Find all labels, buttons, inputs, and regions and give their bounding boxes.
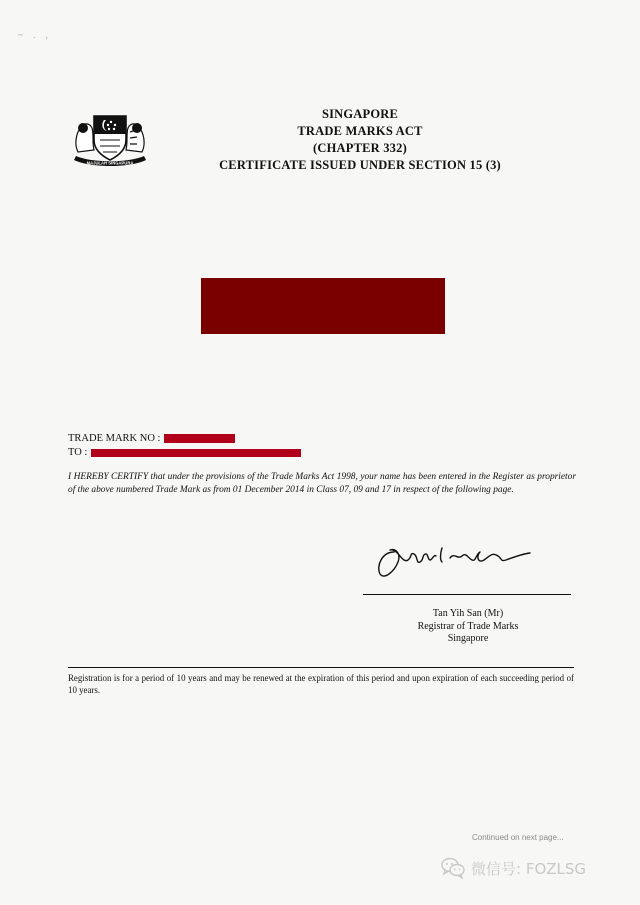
signature-line (363, 594, 571, 595)
singapore-crest-icon (70, 106, 150, 170)
recipient-redaction (91, 449, 301, 457)
watermark-text: 微信号: FOZLSG (471, 859, 587, 878)
stray-marks: ~ . , (18, 30, 52, 40)
registrar-signature (372, 530, 572, 582)
signatory-block (363, 608, 573, 646)
signatory-country: Singapore (447, 633, 489, 644)
wechat-watermark (441, 856, 586, 880)
registration-note: Registration is for a period of 10 years and may be renewed at the expiration of this period and upon expiration of each succeeding period of 10 years. (68, 673, 574, 695)
continued-note: Continued on next page... (472, 833, 564, 842)
trade-mark-number-redaction (164, 434, 235, 443)
header-country: SINGAPORE (321, 107, 399, 121)
recipient-line (68, 447, 301, 458)
redaction-block (201, 278, 445, 334)
signatory-title: Registrar of Trade Marks (417, 620, 519, 632)
header-chapter: (CHAPTER 332) (313, 141, 407, 155)
recipient-label: TO : (68, 447, 88, 458)
trade-mark-number-label: TRADE MARK NO : (68, 433, 161, 445)
signatory-name: Tan Yih San (Mr) (432, 608, 504, 619)
certification-statement: I HEREBY CERTIFY that under the provisions of the Trade Marks Act 1998, your name has been entered in the Register as proprietor of the above numbered Trade Mark as from 01 December 2014 in Class 07, 09 and 17 in respect of the following page. (68, 472, 576, 495)
header-act: TRADE MARKS ACT (297, 124, 423, 138)
certificate-header (160, 106, 560, 174)
wechat-icon (441, 857, 465, 879)
header-section: CERTIFICATE ISSUED UNDER SECTION 15 (3) (219, 158, 501, 172)
footer-divider (68, 667, 574, 668)
trade-mark-number-line (68, 433, 235, 444)
crest-motto: MAJULAH SINGAPURA (86, 160, 134, 166)
